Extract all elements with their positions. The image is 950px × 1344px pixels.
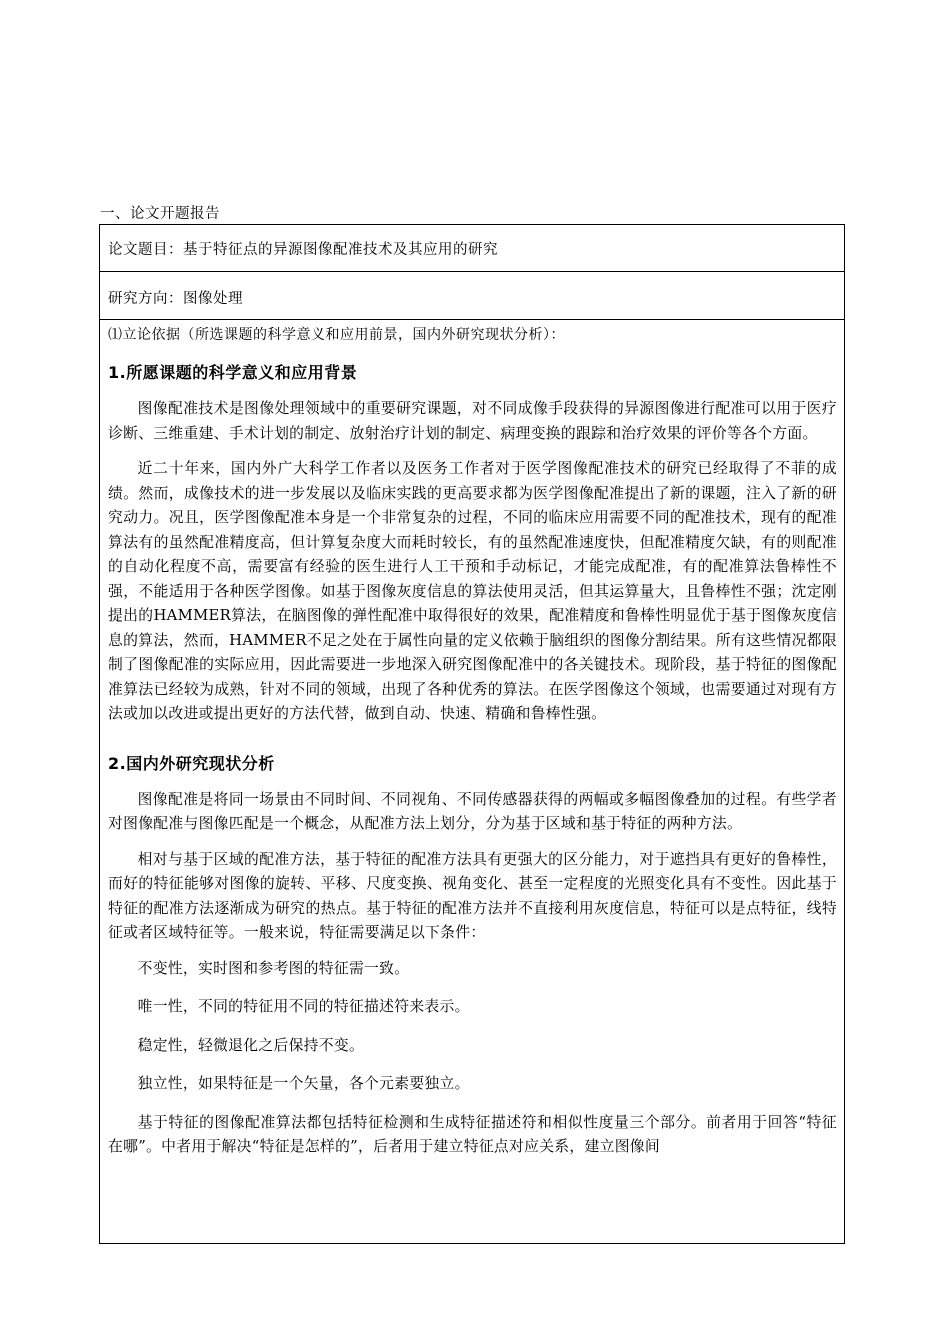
basis-content	[108, 324, 837, 1171]
section-heading-1: 1.所愿课题的科学意义和应用背景	[108, 363, 358, 382]
section-heading-2: 2.国内外研究现状分析	[108, 753, 275, 773]
thesis-title-row	[99, 224, 845, 272]
paragraph: 基于特征的图像配准算法都包括特征检测和生成特征描述符和相似性度量三个部分。前者用于回答“特征在哪”。中者用于解决“特征是怎样的”，后者用于建立特征点对应关系，建立图像间	[108, 1113, 837, 1155]
paragraph: 图像配准技术是图像处理领域中的重要研究课题，对不同成像手段获得的异源图像进行配准可以用于医疗诊断、三维重建、手术计划的制定、放射治疗计划的制定、病理变换的跟踪和治疗效果的评价等各个方面。	[108, 400, 837, 442]
condition-item: 唯一性，不同的特征用不同的特征描述符来表示。	[137, 998, 470, 1015]
research-direction-row	[99, 271, 845, 320]
section-title: 一、论文开题报告	[100, 206, 220, 222]
research-direction: 研究方向：图像处理	[108, 291, 243, 307]
paragraph: 相对与基于区域的配准方法，基于特征的配准方法具有更强大的区分能力，对于遮挡具有更好的鲁棒性，而好的特征能够对图像的旋转、平移、尺度变换、视角变化、甚至一定程度的光照变化具有不变性。因此基于特征的配准方法逐渐成为研究的热点。基于特征的配准方法并不直接利用灰度信息，特征可以是点特征，线特征或者区域特征等。一般来说，特征需要满足以下条件：	[108, 850, 837, 941]
paragraph: 近二十年来，国内外广大科学工作者以及医务工作者对于医学图像配准技术的研究已经取得了不菲的成绩。然而，成像技术的进一步发展以及临床实践的更高要求都为医学图像配准提出了新的课题，注入了新的研究动力。况且，医学图像配准本身是一个非常复杂的过程，不同的临床应用需要不同的配准技术，现有的配准算法有的虽然配准精度高，但计算复杂度大而耗时较长，有的虽然配准速度快，但配准精度欠缺，有的则配准的自动化程度不高，需要富有经验的医生进行人工干预和手动标记，才能完成配准，有的配准算法鲁棒性不强，不能适用于各种医学图像。如基于图像灰度信息的算法使用灵活，但其运算量大，且鲁棒性不强；沈定刚提出的HAMMER算法，在脑图像的弹性配准中取得很好的效果，配准精度和鲁棒性明显优于基于图像灰度信息的算法，然而，HAMMER不足之处在于属性向量的定义依赖于脑组织的图像分割结果。所有这些情况都限制了图像配准的实际应用，因此需要进一步地深入研究图像配准中的各关键技术。现阶段，基于特征的图像配准算法已经较为成熟，针对不同的领域，出现了各种优秀的算法。在医学图像这个领域，也需要通过对现有方法或加以改进或提出更好的方法代替，做到自动、快速、精确和鲁棒性强。	[108, 460, 837, 722]
thesis-title: 论文题目：基于特征点的异源图像配准技术及其应用的研究	[108, 242, 498, 258]
condition-item: 稳定性，轻微退化之后保持不变。	[137, 1036, 365, 1054]
condition-item: 不变性，实时图和参考图的特征需一致。	[137, 959, 410, 977]
condition-item: 独立性，如果特征是一个矢量，各个元素要独立。	[137, 1075, 470, 1092]
basis-label: ⑴立论依据（所选课题的科学意义和应用前景，国内外研究现状分析）：	[108, 327, 565, 343]
paragraph: 图像配准是将同一场景由不同时间、不同视角、不同传感器获得的两幅或多幅图像叠加的过程。有些学者对图像配准与图像匹配是一个概念，从配准方法上划分，分为基于区域和基于特征的两种方法。	[108, 790, 837, 832]
basis-section	[99, 319, 845, 1244]
